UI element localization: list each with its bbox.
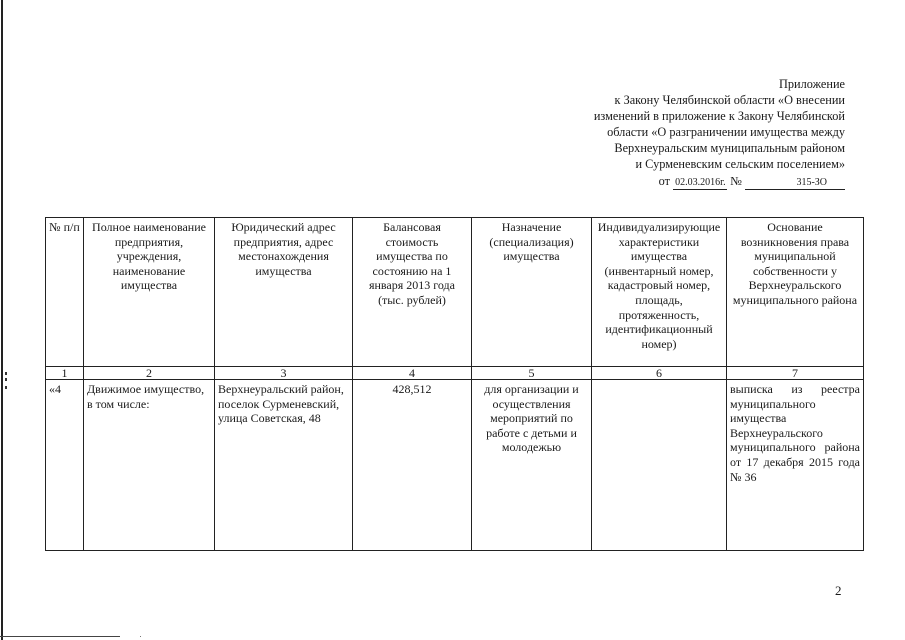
- column-number: 6: [592, 367, 727, 380]
- header-value: Балансовая стоимость имущества по состоянию на 1 января 2013 года (тыс. рублей): [353, 218, 472, 367]
- scan-mark: [5, 378, 7, 381]
- header-basis: Основание возникновения права муниципальной собственности у Верхнеуральского муниципального района: [727, 218, 864, 367]
- cell-value: 428,512: [353, 380, 472, 551]
- column-number: 3: [215, 367, 353, 380]
- page-number: 2: [835, 583, 842, 598]
- column-number: 7: [727, 367, 864, 380]
- property-table: [45, 217, 864, 551]
- appendix-line: изменений в приложение к Закону Челябинской: [593, 109, 845, 124]
- appendix-line: Приложение: [779, 77, 845, 91]
- number-value: 315-ЗО: [745, 177, 845, 190]
- column-number: 4: [353, 367, 472, 380]
- number-prefix: №: [730, 173, 742, 188]
- table-row: [46, 380, 864, 551]
- header-num: № п/п: [46, 218, 84, 367]
- column-number: 1: [46, 367, 84, 380]
- appendix-line: и Сурменевским сельским поселением»: [635, 157, 845, 172]
- date-value: 02.03.2016г.: [675, 176, 726, 188]
- cell-address: Верхнеуральский район, поселок Сурменевский, улица Советская, 48: [215, 380, 353, 551]
- column-number: 2: [84, 367, 215, 380]
- cell-basis: выписка из реестра муниципального имущества Верхнеуральского муниципального района от 17 декабря 2015 года № 36: [727, 380, 864, 551]
- cell-purpose: для организации и осуществления мероприятий по работе с детьми и молодежью: [472, 380, 592, 551]
- scan-bottom-edge: [0, 636, 905, 637]
- scan-mark: [5, 372, 7, 375]
- appendix-header: [525, 76, 845, 190]
- header-characteristics: Индивидуализирующие характеристики имущества (инвентарный номер, кадастровый номер, площадь, протяженность, идентификационный номер): [592, 218, 727, 367]
- column-number-row: [46, 367, 864, 380]
- scan-mark: [5, 386, 7, 389]
- scan-left-edge: [1, 0, 3, 640]
- column-number: 5: [472, 367, 592, 380]
- cell-characteristics: [592, 380, 727, 551]
- header-purpose: Назначение (специализация) имущества: [472, 218, 592, 367]
- appendix-line: к Закону Челябинской области «О внесении: [614, 93, 845, 108]
- header-address: Юридический адрес предприятия, адрес местонахождения имущества: [215, 218, 353, 367]
- cell-name: Движимое имущество, в том числе:: [84, 380, 215, 551]
- appendix-date-line: [525, 173, 845, 190]
- cell-num: «4: [46, 380, 84, 551]
- appendix-line: области «О разграничении имущества между: [607, 125, 845, 140]
- appendix-line: Верхнеуральским муниципальным районом: [614, 141, 845, 156]
- date-prefix: от: [658, 173, 671, 188]
- header-name: Полное наименование предприятия, учреждения, наименование имущества: [84, 218, 215, 367]
- table-header-row: [46, 218, 864, 367]
